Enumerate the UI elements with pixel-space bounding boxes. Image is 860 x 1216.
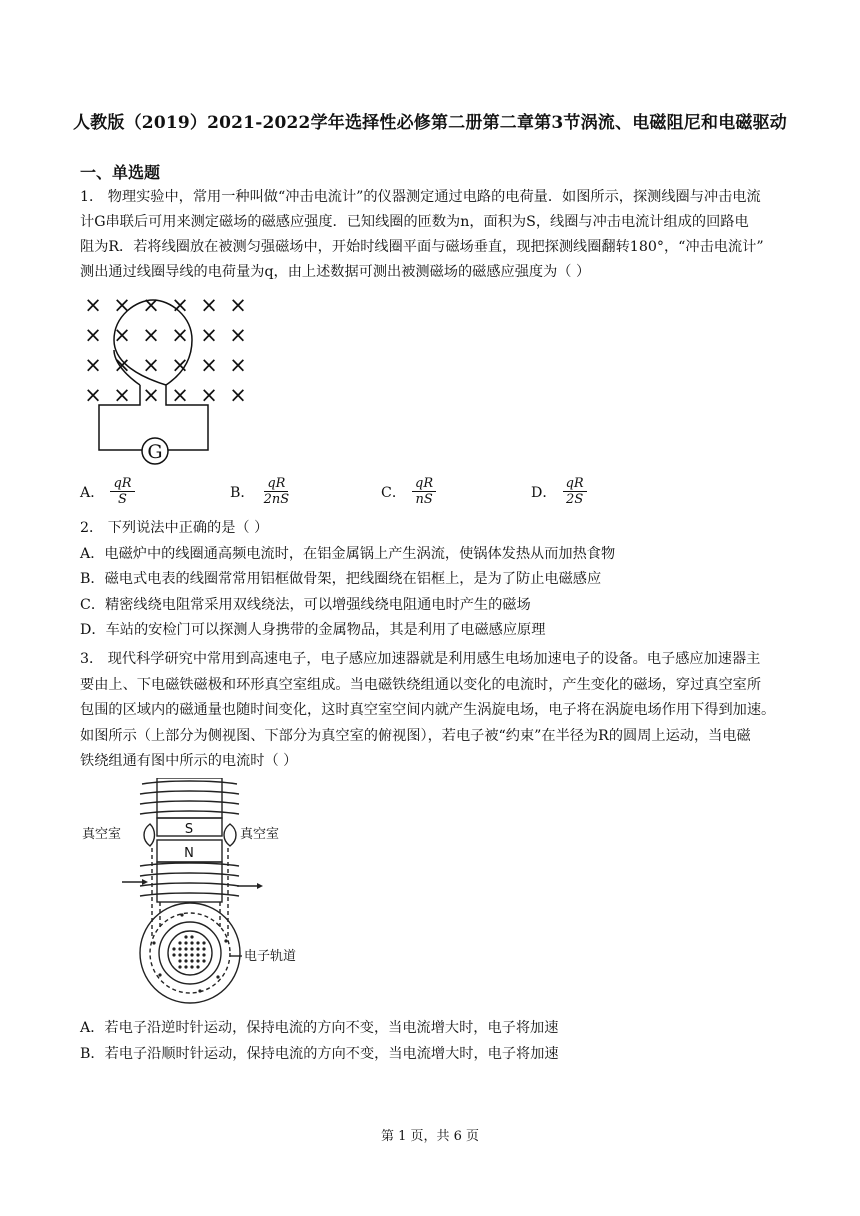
field-dot-icon bbox=[184, 947, 187, 950]
field-cross-icon: × bbox=[171, 383, 189, 407]
field-cross-icon: × bbox=[113, 353, 131, 377]
field-dot-icon bbox=[178, 953, 181, 956]
field-dot-icon bbox=[184, 965, 187, 968]
question-3-line: 3． 现代科学研究中常用到高速电子，电子感应加速器就是利用感生电场加速电子的设备。电子感应加速器主 bbox=[80, 651, 761, 667]
field-dot-icon bbox=[196, 941, 199, 944]
field-dot-icon bbox=[184, 935, 187, 938]
question-2-option-c[interactable]: C．精密线绕电阻常采用双线绕法，可以增强线绕电阻通电时产生的磁场 bbox=[80, 596, 531, 613]
question-1-option-d[interactable] bbox=[531, 476, 587, 507]
question-1-line: 计G串联后可用来测定磁场的磁感应强度．已知线圈的匝数为n，面积为S，线圈与冲击电流计组成的回路电 bbox=[80, 214, 749, 230]
upper-coil bbox=[140, 781, 239, 814]
field-dot-icon bbox=[190, 947, 193, 950]
question-2-option-d[interactable]: D．车站的安检门可以探测人身携带的金属物品，其是利用了电磁感应原理 bbox=[80, 622, 546, 638]
field-dot-icon bbox=[190, 959, 193, 962]
vacuum-chamber-left bbox=[144, 824, 155, 846]
question-1-option-b[interactable] bbox=[230, 476, 292, 507]
field-cross-icon: × bbox=[84, 353, 102, 377]
fraction-numerator: qR bbox=[563, 476, 587, 492]
fraction-numerator: qR bbox=[264, 476, 288, 492]
galvanometer-label: G bbox=[147, 441, 163, 463]
option-letter: A． bbox=[80, 484, 105, 501]
option-fraction bbox=[261, 476, 293, 507]
field-dot-icon bbox=[184, 941, 187, 944]
field-cross-icon: × bbox=[200, 323, 218, 347]
field-cross-icon: × bbox=[113, 323, 131, 347]
question-1-line: 1． 物理实验中，常用一种叫做“冲击电流计”的仪器测定通过电路的电荷量．如图所示，探测线圈与冲击电流 bbox=[80, 189, 761, 205]
field-dot-icon bbox=[178, 965, 181, 968]
field-cross-icon: × bbox=[84, 383, 102, 407]
pole-s-label: S bbox=[184, 822, 194, 837]
page-footer: 第 1 页，共 6 页 bbox=[380, 1129, 480, 1144]
field-dot-icon bbox=[184, 953, 187, 956]
field-cross-icon: × bbox=[200, 383, 218, 407]
field-dot-icon bbox=[152, 941, 155, 944]
question-2 bbox=[80, 516, 785, 644]
fraction-denominator: 2S bbox=[566, 492, 584, 507]
field-dot-icon bbox=[190, 965, 193, 968]
question-1-stem bbox=[80, 185, 785, 285]
top-view-outer-circle bbox=[140, 903, 240, 1003]
question-3-line: 要由上、下电磁铁磁极和环形真空室组成。当电磁铁绕组通以变化的电流时，产生变化的磁场，穿过真空室所 bbox=[80, 676, 762, 693]
field-dot-icon bbox=[202, 941, 205, 944]
field-cross-icon: × bbox=[142, 353, 160, 377]
question-3-options bbox=[80, 1016, 785, 1067]
option-letter: D． bbox=[531, 484, 557, 501]
field-dot-icon bbox=[202, 947, 205, 950]
field-dot-icon bbox=[178, 947, 181, 950]
field-cross-icon: × bbox=[229, 293, 247, 317]
electron-orbit-label: 电子轨道 bbox=[244, 949, 297, 964]
field-dot-icon bbox=[178, 941, 181, 944]
fraction-numerator: qR bbox=[412, 476, 436, 492]
question-3-stem bbox=[80, 647, 785, 775]
question-2-stem: 2． 下列说法中正确的是（ ） bbox=[80, 520, 269, 536]
lower-iron-core bbox=[157, 862, 222, 902]
field-cross-icon: × bbox=[84, 323, 102, 347]
question-3-option-b[interactable]: B．若电子沿顺时针运动，保持电流的方向不变，当电流增大时，电子将加速 bbox=[80, 1045, 559, 1062]
section-heading: 一、单选题 bbox=[80, 163, 161, 182]
option-letter: C． bbox=[381, 484, 407, 501]
coil-field-diagram bbox=[78, 290, 268, 470]
field-cross-icon: × bbox=[229, 383, 247, 407]
question-1-line: 测出通过线圈导线的电荷量为q，由上述数据可测出被测磁场的磁感应强度为（ ） bbox=[80, 264, 591, 280]
field-dot-icon bbox=[172, 953, 175, 956]
field-cross-icon: × bbox=[84, 293, 102, 317]
arrow-out-icon bbox=[257, 883, 263, 889]
field-cross-icon: × bbox=[171, 293, 189, 317]
option-fraction bbox=[412, 476, 436, 507]
question-2-option-a[interactable]: A．电磁炉中的线圈通高频电流时，在铝金属锅上产生涡流，使锅体发热从而加热食物 bbox=[80, 545, 616, 562]
fraction-denominator: nS bbox=[415, 492, 433, 507]
field-cross-icon: × bbox=[229, 323, 247, 347]
field-dot-icon bbox=[178, 959, 181, 962]
field-dot-icon bbox=[184, 959, 187, 962]
field-dot-icon bbox=[190, 935, 193, 938]
option-fraction bbox=[563, 476, 587, 507]
question-3-line: 铁绕组通有图中所示的电流时（ ） bbox=[80, 753, 298, 769]
field-dot-icon bbox=[198, 989, 201, 992]
field-cross-icon: × bbox=[142, 383, 160, 407]
electron-orbit bbox=[150, 913, 230, 993]
arrow-in-icon bbox=[142, 879, 148, 885]
field-dots bbox=[152, 913, 227, 992]
field-dot-icon bbox=[190, 941, 193, 944]
field-dot-icon bbox=[202, 953, 205, 956]
field-dot-icon bbox=[196, 953, 199, 956]
field-cross-icon: × bbox=[113, 383, 131, 407]
fraction-denominator: 2nS bbox=[263, 492, 290, 507]
question-1-line: 阻为R．若将线圈放在被测匀强磁场中，开始时线圈平面与磁场垂直，现把探测线圈翻转180°，“冲击电流计” bbox=[80, 239, 764, 255]
pole-n-label: N bbox=[184, 846, 194, 861]
field-cross-icon: × bbox=[171, 323, 189, 347]
fraction-numerator: qR bbox=[110, 476, 134, 492]
vacuum-chamber-right bbox=[224, 824, 236, 846]
field-cross-icon: × bbox=[142, 323, 160, 347]
question-1-option-c[interactable] bbox=[381, 476, 436, 507]
field-dot-icon bbox=[158, 973, 161, 976]
lower-coil bbox=[140, 863, 239, 896]
field-dot-icon bbox=[172, 947, 175, 950]
field-dot-icon bbox=[196, 959, 199, 962]
question-1-option-a[interactable] bbox=[80, 476, 135, 507]
field-dot-icon bbox=[196, 947, 199, 950]
field-cross-icon: × bbox=[229, 353, 247, 377]
field-dot-icon bbox=[202, 959, 205, 962]
field-dot-icon bbox=[216, 975, 219, 978]
option-letter: B． bbox=[230, 484, 255, 501]
betatron-diagram bbox=[82, 778, 342, 1010]
vacuum-chamber-label-right: 真空室 bbox=[240, 827, 280, 842]
field-dot-icon bbox=[180, 913, 183, 916]
question-3-line: 包围的区域内的磁通量也随时间变化，这时真空室空间内就产生涡旋电场，电子将在涡旋电场作用下得到加速。 bbox=[80, 702, 776, 718]
field-dot-icon bbox=[224, 939, 227, 942]
option-fraction bbox=[110, 476, 134, 507]
field-cross-icon: × bbox=[200, 353, 218, 377]
question-3-option-a[interactable]: A．若电子沿逆时针运动，保持电流的方向不变，当电流增大时，电子将加速 bbox=[80, 1020, 559, 1036]
question-3-line: 如图所示（上部分为侧视图、下部分为真空室的俯视图），若电子被“约束”在半径为R的圆周上运动，当电磁 bbox=[80, 727, 751, 744]
pole-face-circle bbox=[168, 931, 212, 975]
field-dot-icon bbox=[190, 953, 193, 956]
field-cross-icon: × bbox=[200, 293, 218, 317]
field-cross-icon: × bbox=[113, 293, 131, 317]
vacuum-chamber-label-left: 真空室 bbox=[82, 827, 122, 842]
field-cross-icon: × bbox=[142, 293, 160, 317]
question-2-option-b[interactable]: B．磁电式电表的线圈常常用铝框做骨架，把线圈绕在铝框上，是为了防止电磁感应 bbox=[80, 571, 602, 587]
document-title: 人教版（2019）2021-2022学年选择性必修第二册第二章第3节涡流、电磁阻尼和电磁驱动 bbox=[72, 113, 788, 133]
field-dot-icon bbox=[196, 965, 199, 968]
field-cross-icon: × bbox=[171, 353, 189, 377]
fraction-denominator: S bbox=[118, 492, 127, 507]
